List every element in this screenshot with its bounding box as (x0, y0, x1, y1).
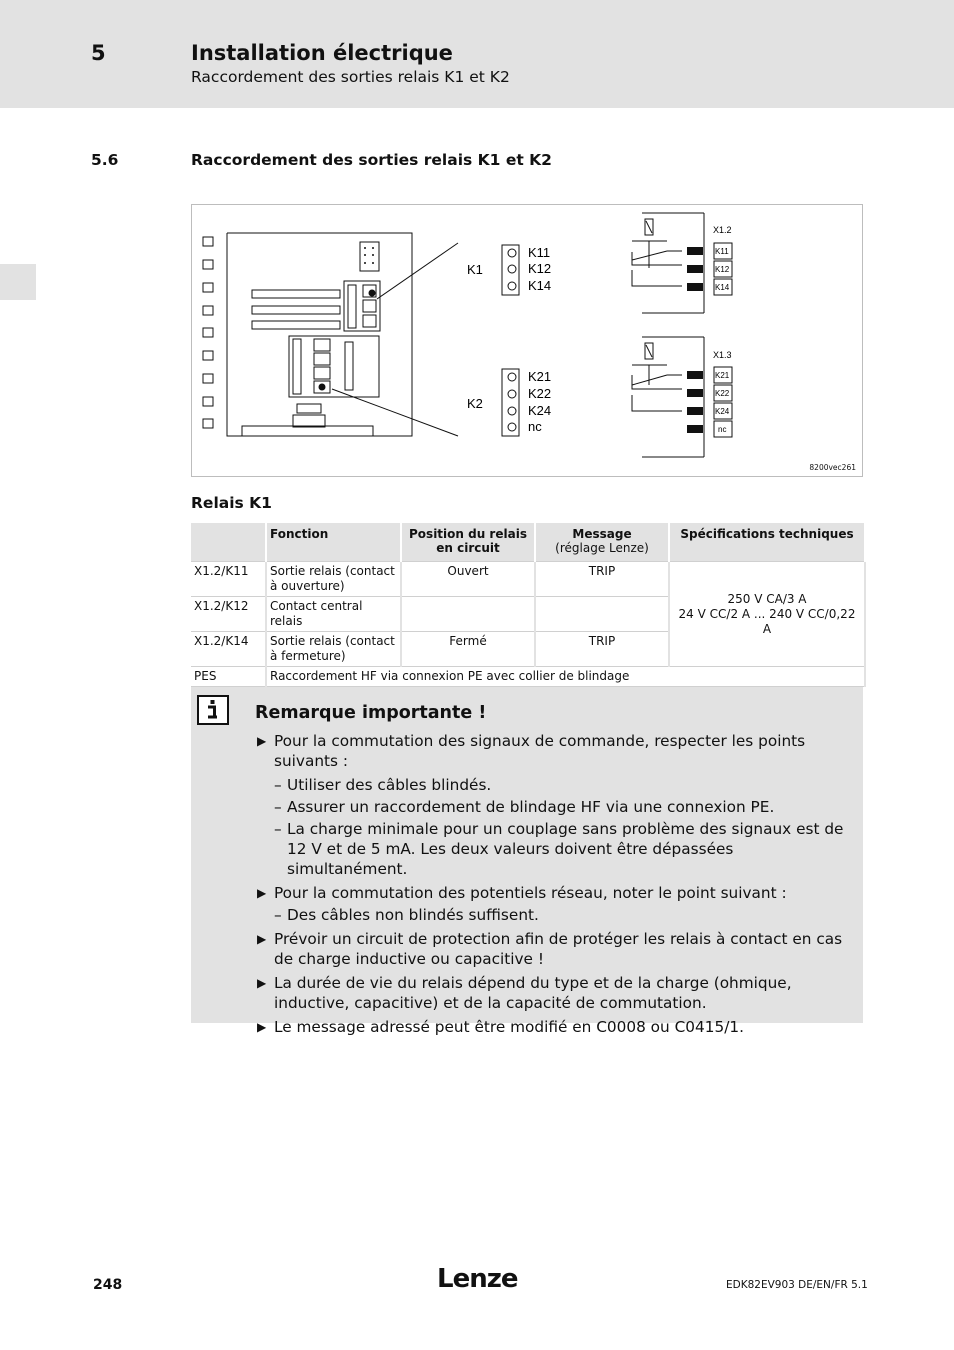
list-item: – Utiliser des câbles blindés. (274, 776, 492, 794)
col-message: Message (réglage Lenze) (535, 523, 669, 562)
bullet-triangle-icon: ▶ (257, 1020, 267, 1034)
section-title: Raccordement des sorties relais K1 et K2 (191, 151, 552, 169)
list-item: ▶ Le message adressé peut être modifié en C0008 ou C0415/1. (257, 1018, 744, 1036)
k2-label: K2 (467, 396, 483, 411)
figure-code: 8200vec261 (809, 463, 856, 472)
cell-pes-text: Raccordement HF via connexion PE avec collier de blindage (266, 667, 865, 687)
list-item: ▶ Pour la commutation des potentiels réseau, noter le point suivant : (257, 884, 787, 902)
relais-k1-heading: Relais K1 (191, 494, 272, 512)
x13-k21: K21 (715, 371, 730, 380)
lenze-logo: Lenze (437, 1264, 518, 1294)
k2-terminal-k24: K24 (528, 403, 552, 418)
cell-position (401, 597, 535, 632)
document-id: EDK82EV903 DE/EN/FR 5.1 (726, 1279, 868, 1291)
k2-terminal-nc: nc (528, 419, 542, 434)
table-row (191, 667, 865, 687)
list-item: – Des câbles non blindés suffisent. (274, 906, 539, 924)
cell-terminal: PES (191, 667, 266, 687)
list-item: – Assurer un raccordement de blindage HF via une connexion PE. (274, 798, 775, 816)
x13-nc: nc (718, 425, 727, 434)
bullet-triangle-icon: ▶ (257, 932, 267, 946)
k2-terminal-k22: K22 (528, 386, 552, 401)
cell-terminal: X1.2/K12 (191, 597, 266, 632)
x12-k11: K11 (715, 247, 729, 256)
cell-message (535, 597, 669, 632)
k2-terminal-k21: K21 (528, 369, 552, 384)
note-body (257, 731, 857, 1041)
chapter-title: Installation électrique (191, 41, 453, 65)
cell-fonction: Sortie relais (contact à fermeture) (266, 632, 401, 667)
header-band (0, 0, 954, 108)
k1-label: K1 (467, 262, 483, 277)
x12-label: X1.2 (713, 225, 732, 235)
x13-label: X1.3 (713, 350, 732, 360)
x12-k12: K12 (715, 265, 730, 274)
x13-k24: K24 (715, 407, 730, 416)
col-position: Position du relais en circuit (401, 523, 535, 562)
bullet-triangle-icon: ▶ (257, 886, 267, 900)
cell-terminal: X1.2/K14 (191, 632, 266, 667)
k1-terminal-k14: K14 (528, 278, 552, 293)
col-terminal (191, 523, 266, 562)
bullet-triangle-icon: ▶ (257, 976, 267, 990)
table-header-row (191, 523, 865, 562)
chapter-number: 5 (91, 41, 106, 65)
cell-position: Fermé (401, 632, 535, 667)
list-item: ▶ Prévoir un circuit de protection afin de protéger les relais à contact en cas de charge inductive ou capacitive ! (257, 930, 843, 968)
k1-terminal-k12: K12 (528, 261, 552, 276)
table-row (191, 562, 865, 597)
cell-message: TRIP (535, 632, 669, 667)
page-number: 248 (93, 1277, 123, 1293)
list-item: – La charge minimale pour un couplage sans problème des signaux est de 12 V et de 5 mA. Les deux valeurs doivent être dépassées simultanément. (274, 820, 844, 878)
relay-connection-figure (191, 204, 863, 477)
x12-k14: K14 (715, 283, 730, 292)
cell-specs: 250 V CA/3 A 24 V CC/2 A ... 240 V CC/0,22 A (669, 562, 865, 667)
col-fonction: Fonction (266, 523, 401, 562)
important-note-box (191, 687, 863, 1036)
chapter-side-tab (0, 264, 36, 300)
x13-k22: K22 (715, 389, 730, 398)
cell-terminal: X1.2/K11 (191, 562, 266, 597)
k1-terminal-k11: K11 (528, 245, 551, 260)
list-item: ▶ Pour la commutation des signaux de commande, respecter les points suivants : (257, 732, 806, 770)
chapter-subtitle: Raccordement des sorties relais K1 et K2 (191, 68, 510, 86)
relay-wiring-diagram (192, 205, 864, 478)
cell-position: Ouvert (401, 562, 535, 597)
bullet-triangle-icon: ▶ (257, 734, 267, 748)
cell-fonction: Sortie relais (contact à ouverture) (266, 562, 401, 597)
cell-message: TRIP (535, 562, 669, 597)
info-icon (197, 695, 229, 725)
list-item: ▶ La durée de vie du relais dépend du type et de la charge (ohmique, inductive, capacitive) et de la capacité de commutation. (257, 974, 792, 1012)
note-title: Remarque importante ! (255, 703, 487, 723)
section-number: 5.6 (91, 151, 119, 169)
relais-k1-table (191, 523, 866, 687)
cell-fonction: Contact central relais (266, 597, 401, 632)
col-specs: Spécifications techniques (669, 523, 865, 562)
